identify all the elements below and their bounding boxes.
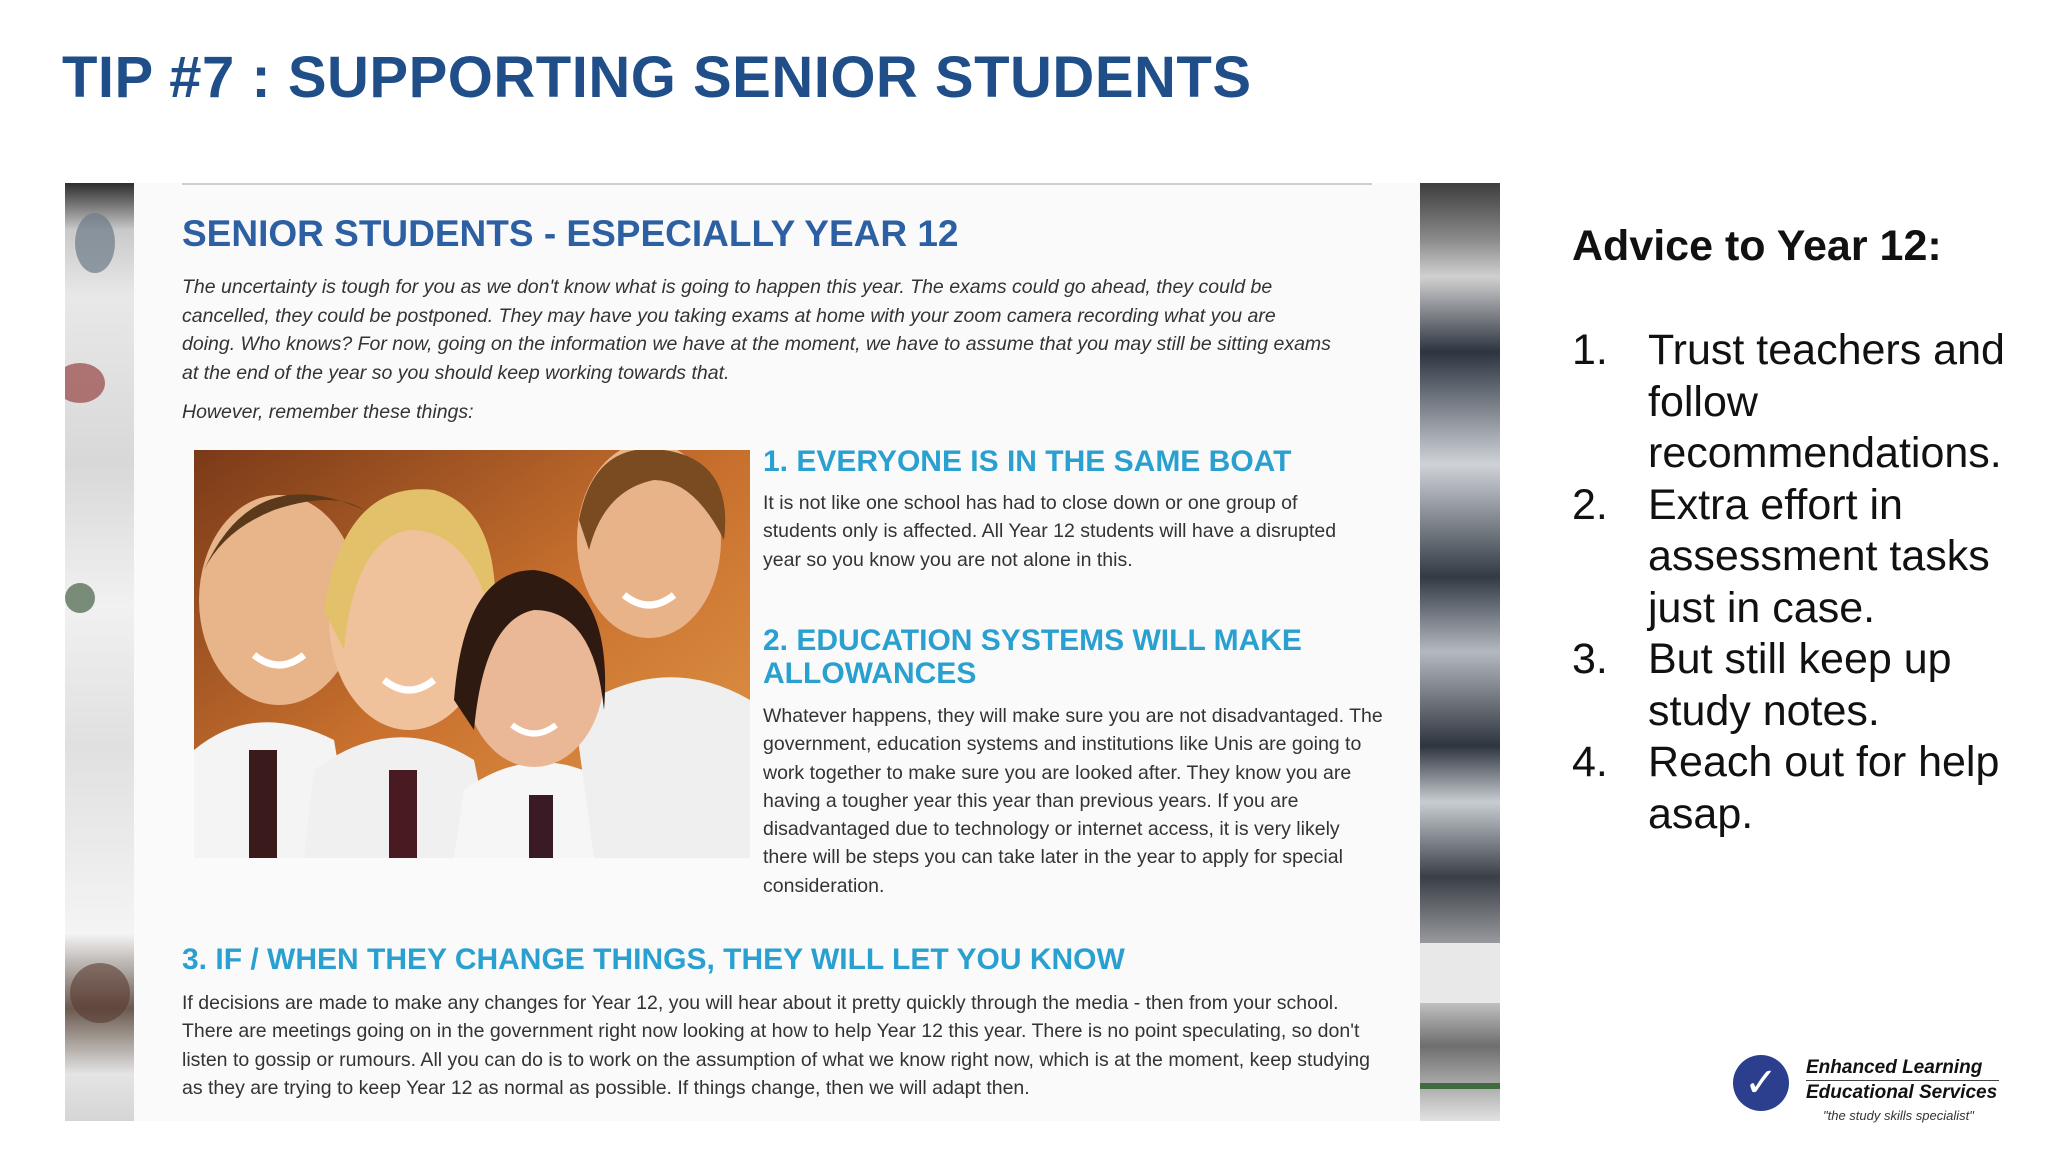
- right-background-photo-strip: [1420, 183, 1500, 1121]
- article-however-line: However, remember these things:: [182, 401, 474, 423]
- advice-item: [1572, 325, 2022, 480]
- company-logo: [1733, 1053, 2023, 1129]
- advice-item-text: Extra effort in assessment tasks just in case.: [1648, 480, 1990, 632]
- article-intro: The uncertainty is tough for you as we don't know what is going to happen this year. The exams could go ahead, they could be cancelled, they could be postponed. They may have you taking exams at home with your zoom camera recording what you are doing. Who knows? For now, going on the information we have at the moment, we have to assume that you may still be sitting exams at the end of the year so you should keep working towards that.: [182, 276, 1331, 384]
- section-2-heading: 2. EDUCATION SYSTEMS WILL MAKE ALLOWANCES: [763, 624, 1302, 690]
- section-1-body: It is not like one school has had to close down or one group of students only is affected. All Year 12 students will have a disrupted year so you know you are not alone in this.: [763, 492, 1337, 571]
- logo-divider: [1806, 1080, 1999, 1081]
- section-2-body: Whatever happens, they will make sure you are not disadvantaged. The government, education systems and institutions like Unis are going to work together to make sure you are looked after. They know you are having a tougher year this year than previous years. If you are disadvantaged due to technology or internet access, it is very likely there will be steps you can take later in the year to apply for special consideration.: [763, 705, 1383, 897]
- section-1-heading: 1. EVERYONE IS IN THE SAME BOAT: [763, 445, 1292, 478]
- advice-item-text: Trust teachers and follow recommendations.: [1648, 326, 2005, 477]
- advice-item: [1572, 634, 2022, 737]
- slide-title: TIP #7 : SUPPORTING SENIOR STUDENTS: [62, 45, 1252, 110]
- advice-item-text: Reach out for help asap.: [1648, 738, 2000, 838]
- logo-tagline: "the study skills specialist": [1823, 1108, 1974, 1123]
- advice-item-number: 1.: [1572, 326, 1608, 374]
- advice-item: [1572, 480, 2022, 635]
- advice-item-number: 2.: [1572, 480, 1608, 529]
- logo-name-line-1: Enhanced Learning: [1806, 1057, 1983, 1078]
- section-3-body: If decisions are made to make any changes for Year 12, you will hear about it pretty quickly through the media - then from your school. There are meetings going on in the government right now looking at how to help Year 12 this year. There is no point speculating, so don't listen to gossip or rumours. All you can do is to work on the assumption of what we know right now, which is at the moment, keep studying as they are trying to keep Year 12 as normal as possible. If things change, then we will adapt then.: [182, 992, 1370, 1099]
- advice-list: [1572, 325, 2022, 840]
- advice-item-number: 3.: [1572, 635, 1608, 683]
- logo-name-line-2: Educational Services: [1806, 1082, 1998, 1103]
- advice-item: [1572, 737, 2022, 840]
- students-photo: [194, 450, 750, 858]
- advice-item-number: 4.: [1572, 738, 1608, 786]
- advice-item-text: But still keep up study notes.: [1648, 635, 1952, 735]
- checkmark-icon: ✓: [1733, 1055, 1789, 1111]
- advice-title: Advice to Year 12:: [1572, 222, 1942, 270]
- article-screenshot: [134, 183, 1420, 1121]
- article-top-rule: [182, 183, 1372, 185]
- left-background-photo-strip: [65, 183, 134, 1121]
- section-3-heading: 3. IF / WHEN THEY CHANGE THINGS, THEY WILL LET YOU KNOW: [182, 943, 1125, 976]
- article-heading: SENIOR STUDENTS - ESPECIALLY YEAR 12: [182, 213, 959, 254]
